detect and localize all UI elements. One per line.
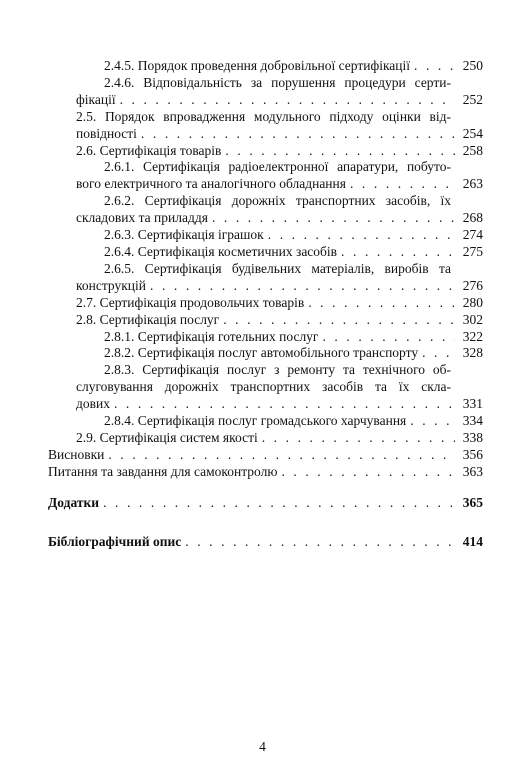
toc-page-number: 334 bbox=[462, 413, 483, 429]
toc-entry-title: Висновки bbox=[48, 446, 105, 462]
toc-entry-title: 2.6.3. Сертифікація іграшок bbox=[104, 227, 264, 243]
dot-leader bbox=[120, 92, 455, 109]
dot-leader bbox=[212, 210, 455, 227]
dot-leader bbox=[150, 278, 455, 295]
dot-leader bbox=[103, 495, 455, 512]
toc-entry[interactable] bbox=[0, 413, 525, 430]
toc-page-number: 276 bbox=[462, 277, 483, 293]
toc-entry-title: 2.7. Сертифікація продовольчих товарів bbox=[76, 294, 305, 310]
dot-leader bbox=[114, 396, 455, 413]
toc-entry-title: Додатки bbox=[48, 494, 100, 510]
toc-page-number: 302 bbox=[462, 311, 483, 327]
toc-entry[interactable] bbox=[0, 227, 525, 244]
dot-leader bbox=[262, 430, 455, 447]
toc-entry-title: 2.4.5. Порядок проведення добровільної сертифікації bbox=[104, 58, 411, 73]
toc-entry[interactable] bbox=[0, 534, 525, 551]
toc-page-number: 275 bbox=[462, 243, 483, 259]
toc-entry[interactable] bbox=[0, 143, 525, 160]
toc-entry-title: Питання та завдання для самоконтролю bbox=[48, 463, 278, 479]
dot-leader bbox=[308, 295, 455, 312]
toc-entry-title: 2.8.1. Сертифікація готельних послуг bbox=[104, 328, 319, 344]
table-of-contents bbox=[0, 58, 525, 550]
toc-page-number: 356 bbox=[462, 446, 483, 462]
toc-entry-title: 2.6. Сертифікація товарів bbox=[76, 142, 222, 158]
toc-page-number: 258 bbox=[462, 142, 483, 158]
dot-leader bbox=[225, 143, 455, 160]
toc-page-number: 268 bbox=[462, 210, 483, 226]
toc-entry-title: 2.8.2. Сертифікація послуг автомобільного транспорту bbox=[104, 345, 419, 361]
toc-page-number: 263 bbox=[462, 176, 483, 192]
dot-leader bbox=[281, 464, 455, 481]
toc-page-number: 414 bbox=[462, 533, 483, 549]
toc-page-number: 363 bbox=[462, 463, 483, 479]
toc-entry-title-continued: дових bbox=[76, 396, 110, 412]
toc-page-number: 365 bbox=[462, 494, 483, 510]
toc-entry[interactable] bbox=[0, 244, 525, 261]
toc-entry-title: 2.4.6. Відповідальність за порушення процедури серти- bbox=[104, 74, 451, 90]
toc-page-number: 274 bbox=[462, 227, 483, 243]
toc-entry[interactable] bbox=[0, 58, 525, 75]
toc-entry-title: 2.6.5. Сертифікація будівельних матеріалів, виробів та bbox=[104, 260, 451, 276]
dot-leader bbox=[223, 312, 455, 329]
toc-entry[interactable] bbox=[0, 109, 525, 143]
toc-entry[interactable] bbox=[0, 345, 525, 362]
toc-page-number: 254 bbox=[462, 125, 483, 141]
toc-entry-title: 2.9. Сертифікація систем якості bbox=[76, 429, 258, 445]
toc-page-number: 252 bbox=[462, 91, 483, 107]
toc-entry-title: 2.8.3. Сертифікація послуг з ремонту та технічного об- bbox=[104, 362, 451, 378]
toc-entry[interactable] bbox=[0, 261, 525, 295]
toc-entry-title-continued: складових та приладдя bbox=[76, 210, 208, 226]
toc-entry-title: 2.6.2. Сертифікація дорожніх транспортних засобів, їх bbox=[104, 193, 451, 209]
dot-leader bbox=[185, 534, 455, 551]
toc-entry-title-continued: повідності bbox=[76, 125, 137, 141]
toc-entry-title: 2.8. Сертифікація послуг bbox=[76, 311, 220, 327]
toc-entry-title-continued: фікації bbox=[76, 91, 116, 107]
toc-entry-title: 2.8.4. Сертифікація послуг громадського харчування bbox=[104, 413, 407, 429]
page-number: 4 bbox=[259, 739, 266, 754]
toc-entry-title: 2.6.4. Сертифікація косметичних засобів bbox=[104, 243, 338, 259]
toc-entry-title: 2.6.1. Сертифікація радіоелектронної апаратури, побуто- bbox=[104, 159, 451, 175]
toc-entry[interactable] bbox=[0, 495, 525, 512]
dot-leader bbox=[268, 227, 455, 244]
toc-page-number: 280 bbox=[462, 294, 483, 310]
dot-leader bbox=[108, 447, 455, 464]
toc-entry[interactable] bbox=[0, 329, 525, 346]
toc-entry-title-continued: вого електричного та аналогічного обладнання bbox=[76, 176, 346, 192]
toc-page-number: 250 bbox=[462, 58, 483, 73]
dot-leader bbox=[341, 244, 455, 261]
toc-entry[interactable] bbox=[0, 447, 525, 464]
toc-page-number: 338 bbox=[462, 429, 483, 445]
dot-leader bbox=[141, 126, 455, 143]
toc-entry-title: Бібліографічний опис bbox=[48, 533, 182, 549]
toc-entry[interactable] bbox=[0, 159, 525, 193]
toc-entry-title-continued: конструкцій bbox=[76, 277, 146, 293]
toc-page-number: 331 bbox=[462, 396, 483, 412]
toc-entry[interactable] bbox=[0, 362, 525, 413]
dot-leader bbox=[422, 345, 455, 362]
toc-entry-title-continued: слуговування дорожніх транспортних засобів та їх скла- bbox=[76, 379, 451, 395]
dot-leader bbox=[350, 176, 455, 193]
toc-entry-title: 2.5. Порядок впровадження модульного підходу оцінки від- bbox=[76, 108, 451, 124]
toc-entry[interactable] bbox=[0, 430, 525, 447]
dot-leader bbox=[414, 58, 455, 75]
dot-leader bbox=[322, 329, 455, 346]
toc-page-number: 328 bbox=[462, 345, 483, 361]
toc-entry[interactable] bbox=[0, 193, 525, 227]
dot-leader bbox=[410, 413, 455, 430]
toc-entry[interactable] bbox=[0, 295, 525, 312]
toc-entry[interactable] bbox=[0, 464, 525, 481]
toc-entry[interactable] bbox=[0, 312, 525, 329]
toc-page-number: 322 bbox=[462, 328, 483, 344]
toc-entry[interactable] bbox=[0, 75, 525, 109]
